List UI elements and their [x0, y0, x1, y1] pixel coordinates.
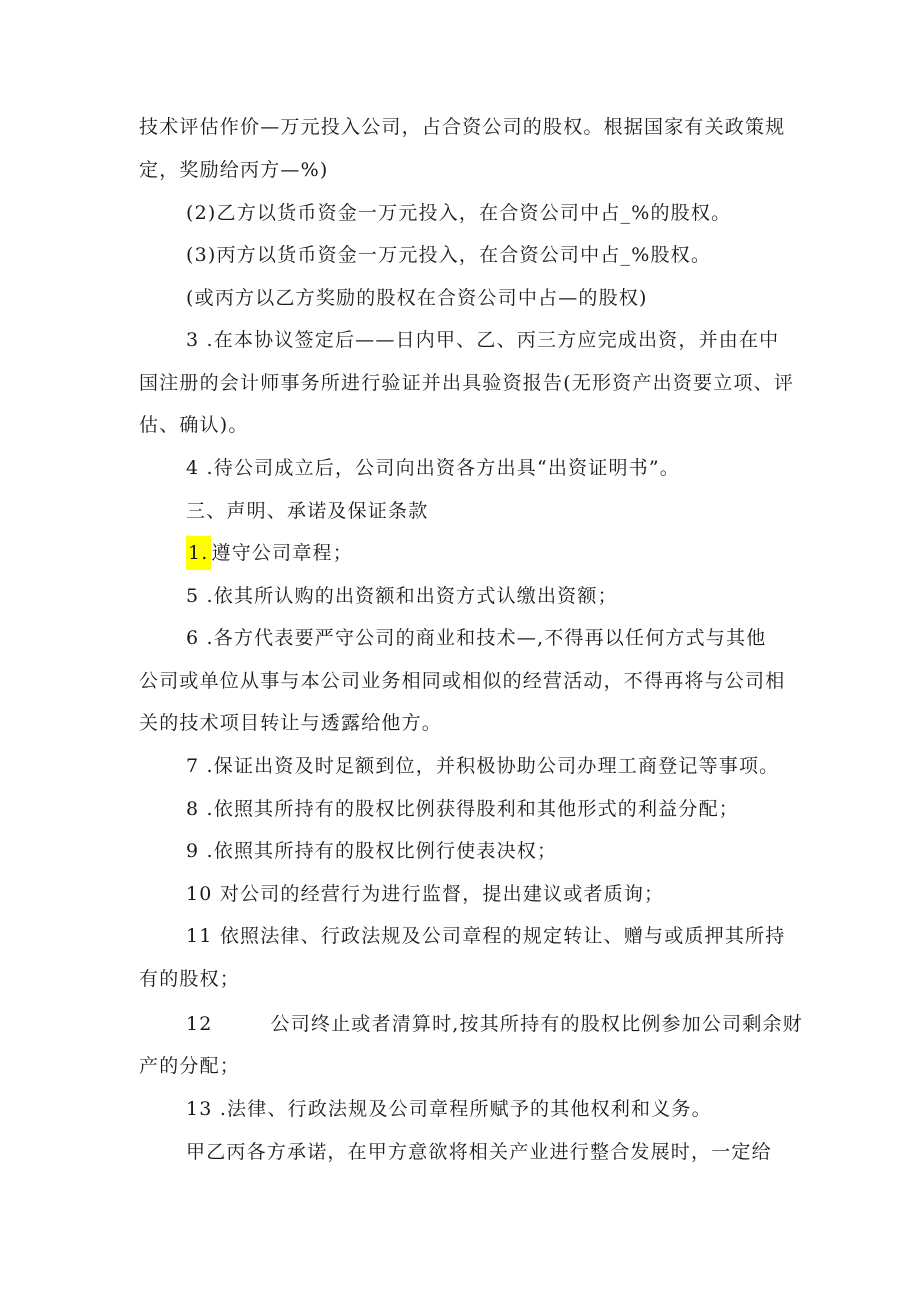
text-line: 有的股权；: [139, 968, 241, 990]
text-line: 甲乙丙各方承诺，在甲方意欲将相关产业进行整合发展时，一定给: [186, 1141, 772, 1163]
text-line: 8 .依照其所持有的股权比例获得股利和其他形式的利益分配；: [186, 798, 739, 820]
text-line: 7 .保证出资及时足额到位，并积极协助公司办理工商登记等事项。: [186, 755, 780, 777]
text-line: 4 .待公司成立后，公司向出资各方出具“出资证明书”。: [186, 457, 680, 479]
text-line: 10 对公司的经营行为进行监督，提出建议或者质询；: [186, 883, 665, 905]
text-line: 13 .法律、行政法规及公司章程所赋予的其他权利和义务。: [186, 1098, 712, 1120]
text-line: (3)丙方以货币资金一万元投入，在合资公司中占_%股权。: [186, 244, 712, 266]
text-line: 关的技术项目转让与透露给他方。: [139, 712, 443, 734]
text-line: 12 公司终止或者清算时,按其所持有的股权比例参加公司剩余财: [186, 1013, 803, 1035]
text-line: 产的分配；: [139, 1055, 241, 1077]
text-line: 5 .依其所认购的出资额和出资方式认缴出资额；: [186, 585, 618, 607]
text-line: 定，奖励给丙方—%): [139, 159, 329, 181]
text-line-content: 遵守公司章程；: [211, 542, 353, 564]
text-line: 6 .各方代表要严守公司的商业和技术—,不得再以任何方式与其他: [186, 627, 767, 649]
text-line: 国注册的会计师事务所进行验证并出具验资报告(无形资产出资要立项、评: [139, 372, 795, 394]
text-line: 9 .依照其所持有的股权比例行使表决权；: [186, 840, 558, 862]
text-line: (或丙方以乙方奖励的股权在合资公司中占—的股权): [186, 287, 648, 309]
section-heading: 三、声明、承诺及保证条款: [186, 500, 429, 522]
text-line: 技术评估作价—万元投入公司，占合资公司的股权。根据国家有关政策规: [139, 116, 786, 138]
highlighted-number: 1.: [186, 536, 211, 570]
text-line: 估、确认)。: [139, 414, 249, 436]
text-line: 3 .在本协议签定后——日内甲、乙、丙三方应完成出资，并由在中: [186, 329, 780, 351]
text-line: 11 依照法律、行政法规及公司章程的规定转让、赠与或质押其所持: [186, 925, 786, 947]
text-line: 公司或单位从事与本公司业务相同或相似的经营活动，不得再将与公司相: [139, 670, 786, 692]
text-line: (2)乙方以货币资金一万元投入，在合资公司中占_%的股权。: [186, 202, 732, 224]
text-line: [186, 539, 353, 567]
